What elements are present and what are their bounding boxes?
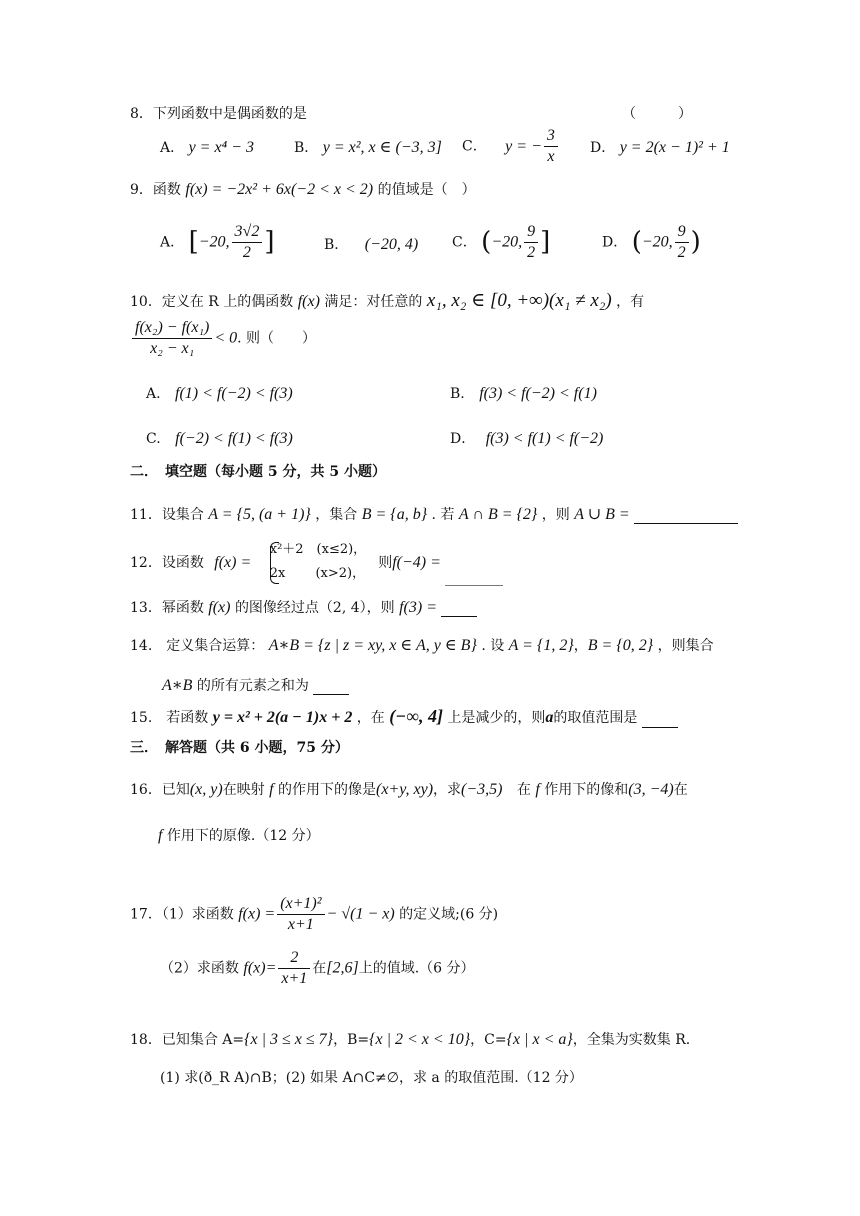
q15-answer-blank[interactable]: [642, 713, 678, 728]
q10-option-a: A. f(1) < f(−2) < f(3): [146, 385, 293, 402]
q12: 12．设函数 f(x) = x²＋2 (x≤2)， 2x (x>2)， 则f(−4) =: [130, 540, 503, 586]
q8-option-b: B． y = x², x ∈ (−3, 3]: [294, 139, 442, 156]
q9-option-d: D． (−20, $\frac{9}{2}$ ): [602, 223, 701, 261]
q10-inequality: $\frac{\text{f(x₂) − f(x₁)}}{\text{x₂ − x₁}}$ < 0. 则（ ）: [130, 318, 316, 359]
q18-line2: (1) 求(ð_R A)∩B；(2) 如果 A∩C≠∅，求 a 的取值范围.（12 分）: [160, 1070, 583, 1086]
q17-fraction: $\frac{\text{(x+1)²}}{x+1}$: [277, 894, 324, 935]
q10-option-c: C. f(−2) < f(1) < f(3): [146, 430, 293, 447]
q9-d-fraction: $\frac{9}{2}$: [675, 222, 689, 263]
q8-stem-text: 8．下列函数中是偶函数的是: [130, 106, 307, 122]
q16-line2: f 作用下的原像.（12 分）: [158, 827, 320, 844]
q9-function: f(x) = −2x² + 6x(−2 < x < 2): [185, 181, 374, 198]
q14-line1: 14. 定义集合运算： A∗B = {z | z = xy, x ∈ A, y ∈ B} . 设 A = {1, 2}，B = {0, 2} ，则集合: [130, 637, 714, 654]
q16-line1: 16．已知(x, y)在映射 f 的作用下的像是(x+y, xy)，求(−3,5) 在 f 作用下的像和(3, −4)在: [130, 781, 688, 798]
q10-difference-quotient: $\frac{\text{f(x₂) − f(x₁)}}{\text{x₂ − x₁}}$: [132, 318, 212, 359]
q18-line1: 18．已知集合 A={x | 3 ≤ x ≤ 7}，B={x | 2 < x < 10}，C={x | x < a}，全集为实数集 R.: [130, 1031, 691, 1048]
q9-a-fraction: $\frac{3√2}{2}$: [232, 222, 263, 263]
q12-answer-blank[interactable]: [445, 571, 503, 586]
q17-part2-fraction: $\frac{2}{x+1}$: [278, 948, 310, 989]
q15: 15. 若函数 y = x² + 2(a − 1)x + 2 ，在 (−∞, 4] 上是减少的，则a的取值范围是: [130, 706, 678, 728]
q8-option-a: A． y = x⁴ − 3: [160, 139, 254, 156]
q10-stem: 10．定义在 R 上的偶函数 f(x) 满足：对任意的 x₁, x₂ ∈ [0, +∞)(x₁ ≠ x₂) ，有: [130, 290, 645, 311]
q9-option-a: A． [−20, $\frac{3√2}{2}$ ]: [160, 223, 275, 261]
q9-c-fraction: $\frac{9}{2}$: [524, 222, 538, 263]
q13: 13．幂函数 f(x) 的图像经过点（2, 4），则 f(3) =: [130, 598, 477, 617]
q14-answer-blank[interactable]: [313, 680, 349, 695]
q9-option-c: C． (−20, $\frac{9}{2}$ ]: [452, 223, 551, 261]
q10-condition: x₁, x₂ ∈ [0, +∞)(x₁ ≠ x₂): [426, 290, 612, 311]
q10-option-b: B. f(3) < f(−2) < f(1): [450, 385, 597, 402]
q12-piecewise: x²＋2 (x≤2)， 2x (x>2)，: [256, 540, 366, 586]
q13-answer-blank[interactable]: [441, 602, 477, 617]
q9-option-b: B． (−20, 4): [324, 236, 419, 253]
section-solve-heading: 三． 解答题（共 6 小题，75 分）: [130, 740, 349, 756]
q8-c-fraction: $\frac{3}{x}$: [544, 126, 558, 167]
section-fill-in-heading: 二． 填空题（每小题 5 分，共 5 小题）: [130, 464, 386, 480]
q8-answer-paren: （ ）: [622, 106, 692, 122]
q10-option-d: D． f(3) < f(1) < f(−2): [450, 430, 604, 447]
q11-answer-blank[interactable]: [634, 507, 738, 524]
q17-part1: 17．（1）求函数 f(x) = $\frac{\text{(x+1)²}}{x+1}$ − √(1 − x) 的定义域;(6 分): [130, 895, 499, 933]
q9-stem: 9．函数 f(x) = −2x² + 6x(−2 < x < 2) 的值域是（ ）: [130, 181, 476, 198]
q17-part2: （2）求函数 f(x)= $\frac{2}{x+1}$ 在[2,6]上的值域.（6 分）: [160, 949, 475, 987]
q14-line2: A∗B 的所有元素之和为: [162, 676, 349, 695]
q8-stem: [130, 106, 307, 123]
q8-option-c: C． y = − $\frac{3}{x}$: [462, 126, 560, 167]
q11: 11．设集合 A = {5, (a + 1)} ，集合 B = {a, b} . 若 A ∩ B = {2} ，则 A ∪ B =: [130, 505, 738, 524]
q8-option-d: D． y = 2(x − 1)² + 1: [590, 139, 730, 156]
